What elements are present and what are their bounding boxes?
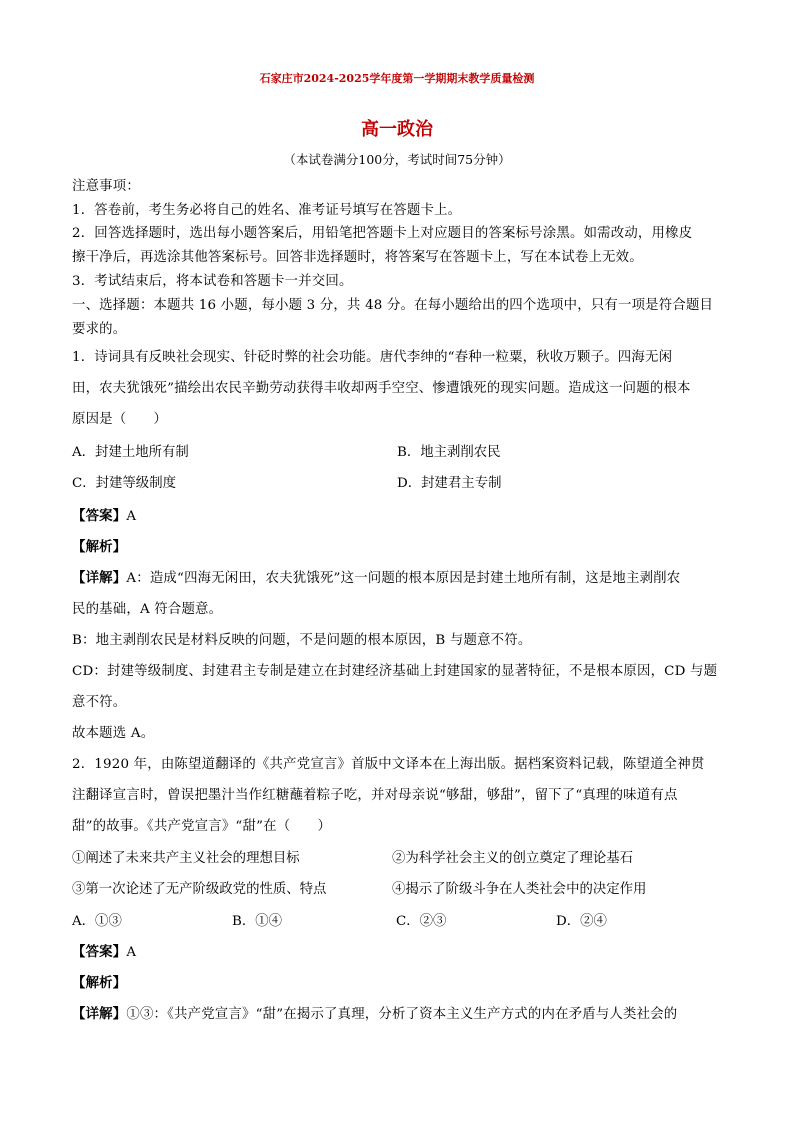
q2-detail-tag: 【详解】 (72, 1006, 127, 1022)
q1-detail-line-3: B：地主剥削农民是材料反映的问题，不是问题的根本原因，B 与题意不符。 (72, 633, 532, 648)
q1-option-b: B．地主剥削农民 (397, 445, 501, 460)
q1-stem-line-1: 1．诗词具有反映社会现实、针砭时弊的社会功能。唐代李绅的“春种一粒粟，秋收万颗子。四海无闲 (72, 350, 673, 365)
q1-stem-line-2: 田，农夫犹饿死”描绘出农民辛勤劳动获得丰收却两手空空、惨遭饿死的现实问题。造成这一问题的根本 (72, 381, 691, 396)
notice-item-2-line-2: 擦干净后，再选涂其他答案标号。回答非选择题时，将答案写在答题卡上，写在本试卷上无效。 (72, 250, 643, 265)
notice-item-2-line-1: 2．回答选择题时，选出每小题答案后，用铅笔把答题卡上对应题目的答案标号涂黑。如需改动，用橡皮 (72, 226, 693, 241)
section-intro-line-1: 一、选择题：本题共 16 小题，每小题 3 分，共 48 分。在每小题给出的四个选项中，只有一项是符合题目 (72, 298, 714, 313)
q2-detail-text-1: ①③：《共产党宣言》“甜”在揭示了真理，分析了资本主义生产方式的内在矛盾与人类社会的 (126, 1007, 678, 1022)
q1-detail-line-1 (72, 567, 680, 586)
q1-detail-line-6: 故本题选 A。 (72, 726, 155, 741)
q1-detail-line-5: 意不符。 (72, 695, 127, 710)
q2-answer (72, 941, 136, 960)
notice-heading: 注意事项： (72, 179, 140, 194)
q2-option-c: C．②③ (396, 914, 447, 929)
q1-detail-text-1: A：造成“四海无闲田，农夫犹饿死”这一问题的根本原因是封建土地所有制，这是地主剥削农 (126, 571, 681, 586)
section-intro-line-2: 要求的。 (72, 322, 127, 337)
q1-detail-line-4: CD：封建等级制度、封建君主专制是建立在封建经济基础上封建国家的显著特征，不是根本原因，CD 与题 (72, 664, 718, 679)
page-title: 石家庄市2024-2025学年度第一学期期末教学质量检测 (259, 72, 535, 85)
q2-statement-2: ②为科学社会主义的创立奠定了理论基石 (392, 851, 634, 866)
q2-statement-1: ①阐述了未来共产主义社会的理想目标 (72, 851, 300, 866)
q2-detail-line-1 (72, 1003, 677, 1022)
q2-stem-line-1: 2．1920 年，由陈望道翻译的《共产党宣言》首版中文译本在上海出版。据档案资料记载，陈望道全神贯 (72, 757, 705, 772)
q2-option-d: D．②④ (556, 914, 607, 929)
q1-answer-tag: 【答案】 (72, 508, 127, 524)
q2-stem-line-3: 甜”的故事。《共产党宣言》“甜”在（ ） (72, 819, 332, 834)
q2-analysis-tag: 【解析】 (72, 975, 127, 991)
q2-answer-value: A (126, 945, 137, 960)
q2-option-b: B．①④ (232, 914, 283, 929)
q1-stem-line-3: 原因是（ ） (72, 412, 168, 427)
q1-detail-tag: 【详解】 (72, 570, 127, 586)
q1-answer (72, 505, 136, 524)
q2-answer-tag: 【答案】 (72, 944, 127, 960)
q2-statement-4: ④揭示了阶级斗争在人类社会中的决定作用 (392, 882, 647, 897)
q2-statement-3: ③第一次论述了无产阶级政党的性质、特点 (72, 882, 327, 897)
notice-item-3: 3．考试结束后，将本试卷和答题卡一并交回。 (72, 274, 353, 289)
exam-note: （本试卷满分100分，考试时间75分钟） (283, 152, 511, 167)
q1-detail-line-2: 民的基础，A 符合题意。 (72, 602, 223, 617)
q2-stem-line-2: 注翻译宣言时，曾误把墨汁当作红糖蘸着粽子吃，并对母亲说“够甜，够甜”，留下了“真理的味道有点 (72, 788, 678, 803)
q1-option-c: C．封建等级制度 (72, 476, 176, 491)
q1-option-a: A．封建土地所有制 (72, 445, 189, 460)
q1-answer-value: A (126, 509, 137, 524)
notice-item-1: 1．答卷前，考生务必将自己的姓名、准考证号填写在答题卡上。 (72, 203, 462, 218)
q2-option-a: A．①③ (72, 914, 122, 929)
page-subtitle: 高一政治 (361, 119, 433, 140)
q1-analysis-tag: 【解析】 (72, 539, 127, 555)
q1-option-d: D．封建君主专制 (397, 476, 502, 491)
